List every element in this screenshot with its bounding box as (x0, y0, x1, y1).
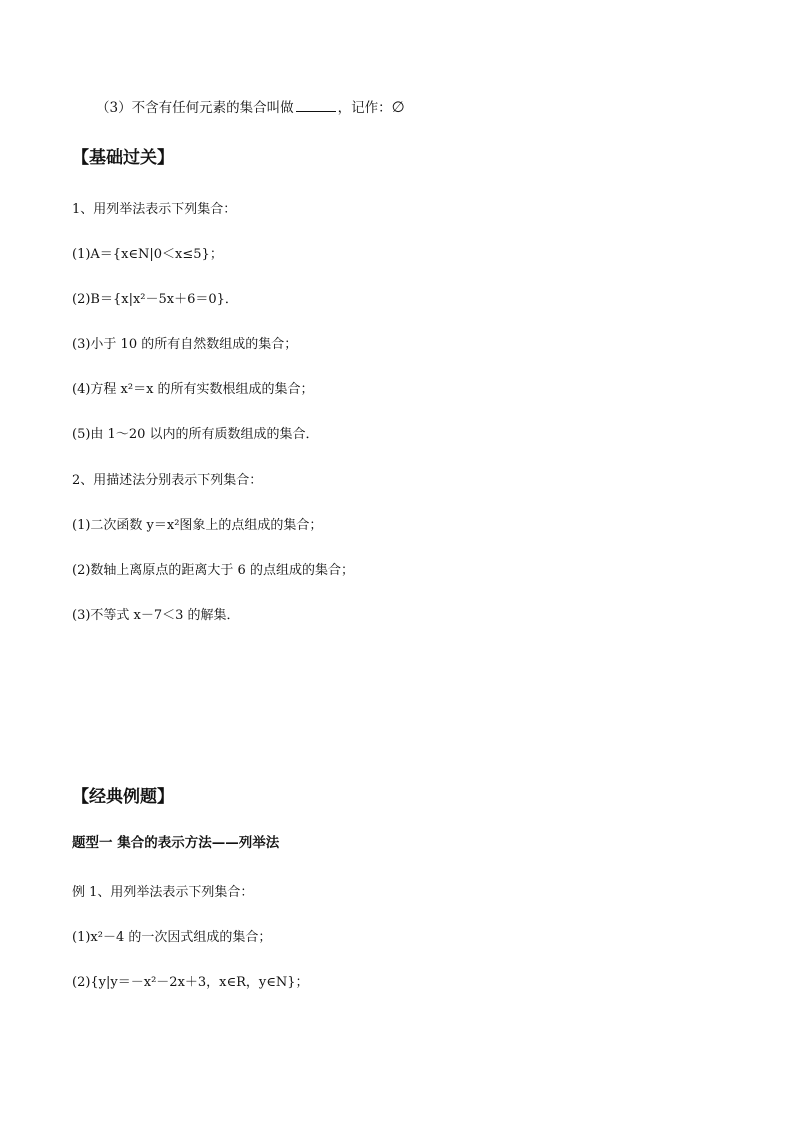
example-1-title: 例 1、用列举法表示下列集合： (72, 885, 254, 900)
question-2-item: (3)不等式 x－7＜3 的解集． (72, 608, 240, 623)
question-1-item: (1)A＝{x∈N|0＜x≤5}； (72, 247, 223, 262)
question-2-item: (2)数轴上离原点的距离大于 6 的点组成的集合； (72, 563, 354, 578)
question-1-item: (4)方程 x²＝x 的所有实数根组成的集合； (72, 382, 314, 397)
question-1-item: (2)B＝{x|x²－5x＋6＝0}． (72, 292, 238, 307)
intro-item-3-prefix: （3）不含有任何元素的集合叫做 (96, 100, 294, 116)
answer-blank (296, 99, 336, 112)
example-1-item: (1)x²－4 的一次因式组成的集合； (72, 930, 272, 945)
section-title-basics: 【基础过关】 (72, 148, 174, 168)
question-2-item: (1)二次函数 y＝x²图象上的点组成的集合； (72, 518, 323, 533)
question-1-item: (3)小于 10 的所有自然数组成的集合； (72, 337, 298, 352)
question-type-title: 题型一 集合的表示方法——列举法 (72, 835, 280, 851)
example-1-item: (2){y|y＝－x²－2x＋3，x∈R，y∈N}； (72, 975, 309, 990)
question-2-title: 2、用描述法分别表示下列集合： (72, 473, 263, 488)
intro-item-3-suffix: ，记作： (337, 100, 392, 116)
intro-item-3 (96, 98, 405, 117)
empty-set-symbol: ∅ (391, 98, 405, 116)
section-title-examples: 【经典例题】 (72, 787, 174, 807)
question-1-item: (5)由 1～20 以内的所有质数组成的集合． (72, 427, 319, 442)
question-1-title: 1、用列举法表示下列集合： (72, 202, 237, 217)
